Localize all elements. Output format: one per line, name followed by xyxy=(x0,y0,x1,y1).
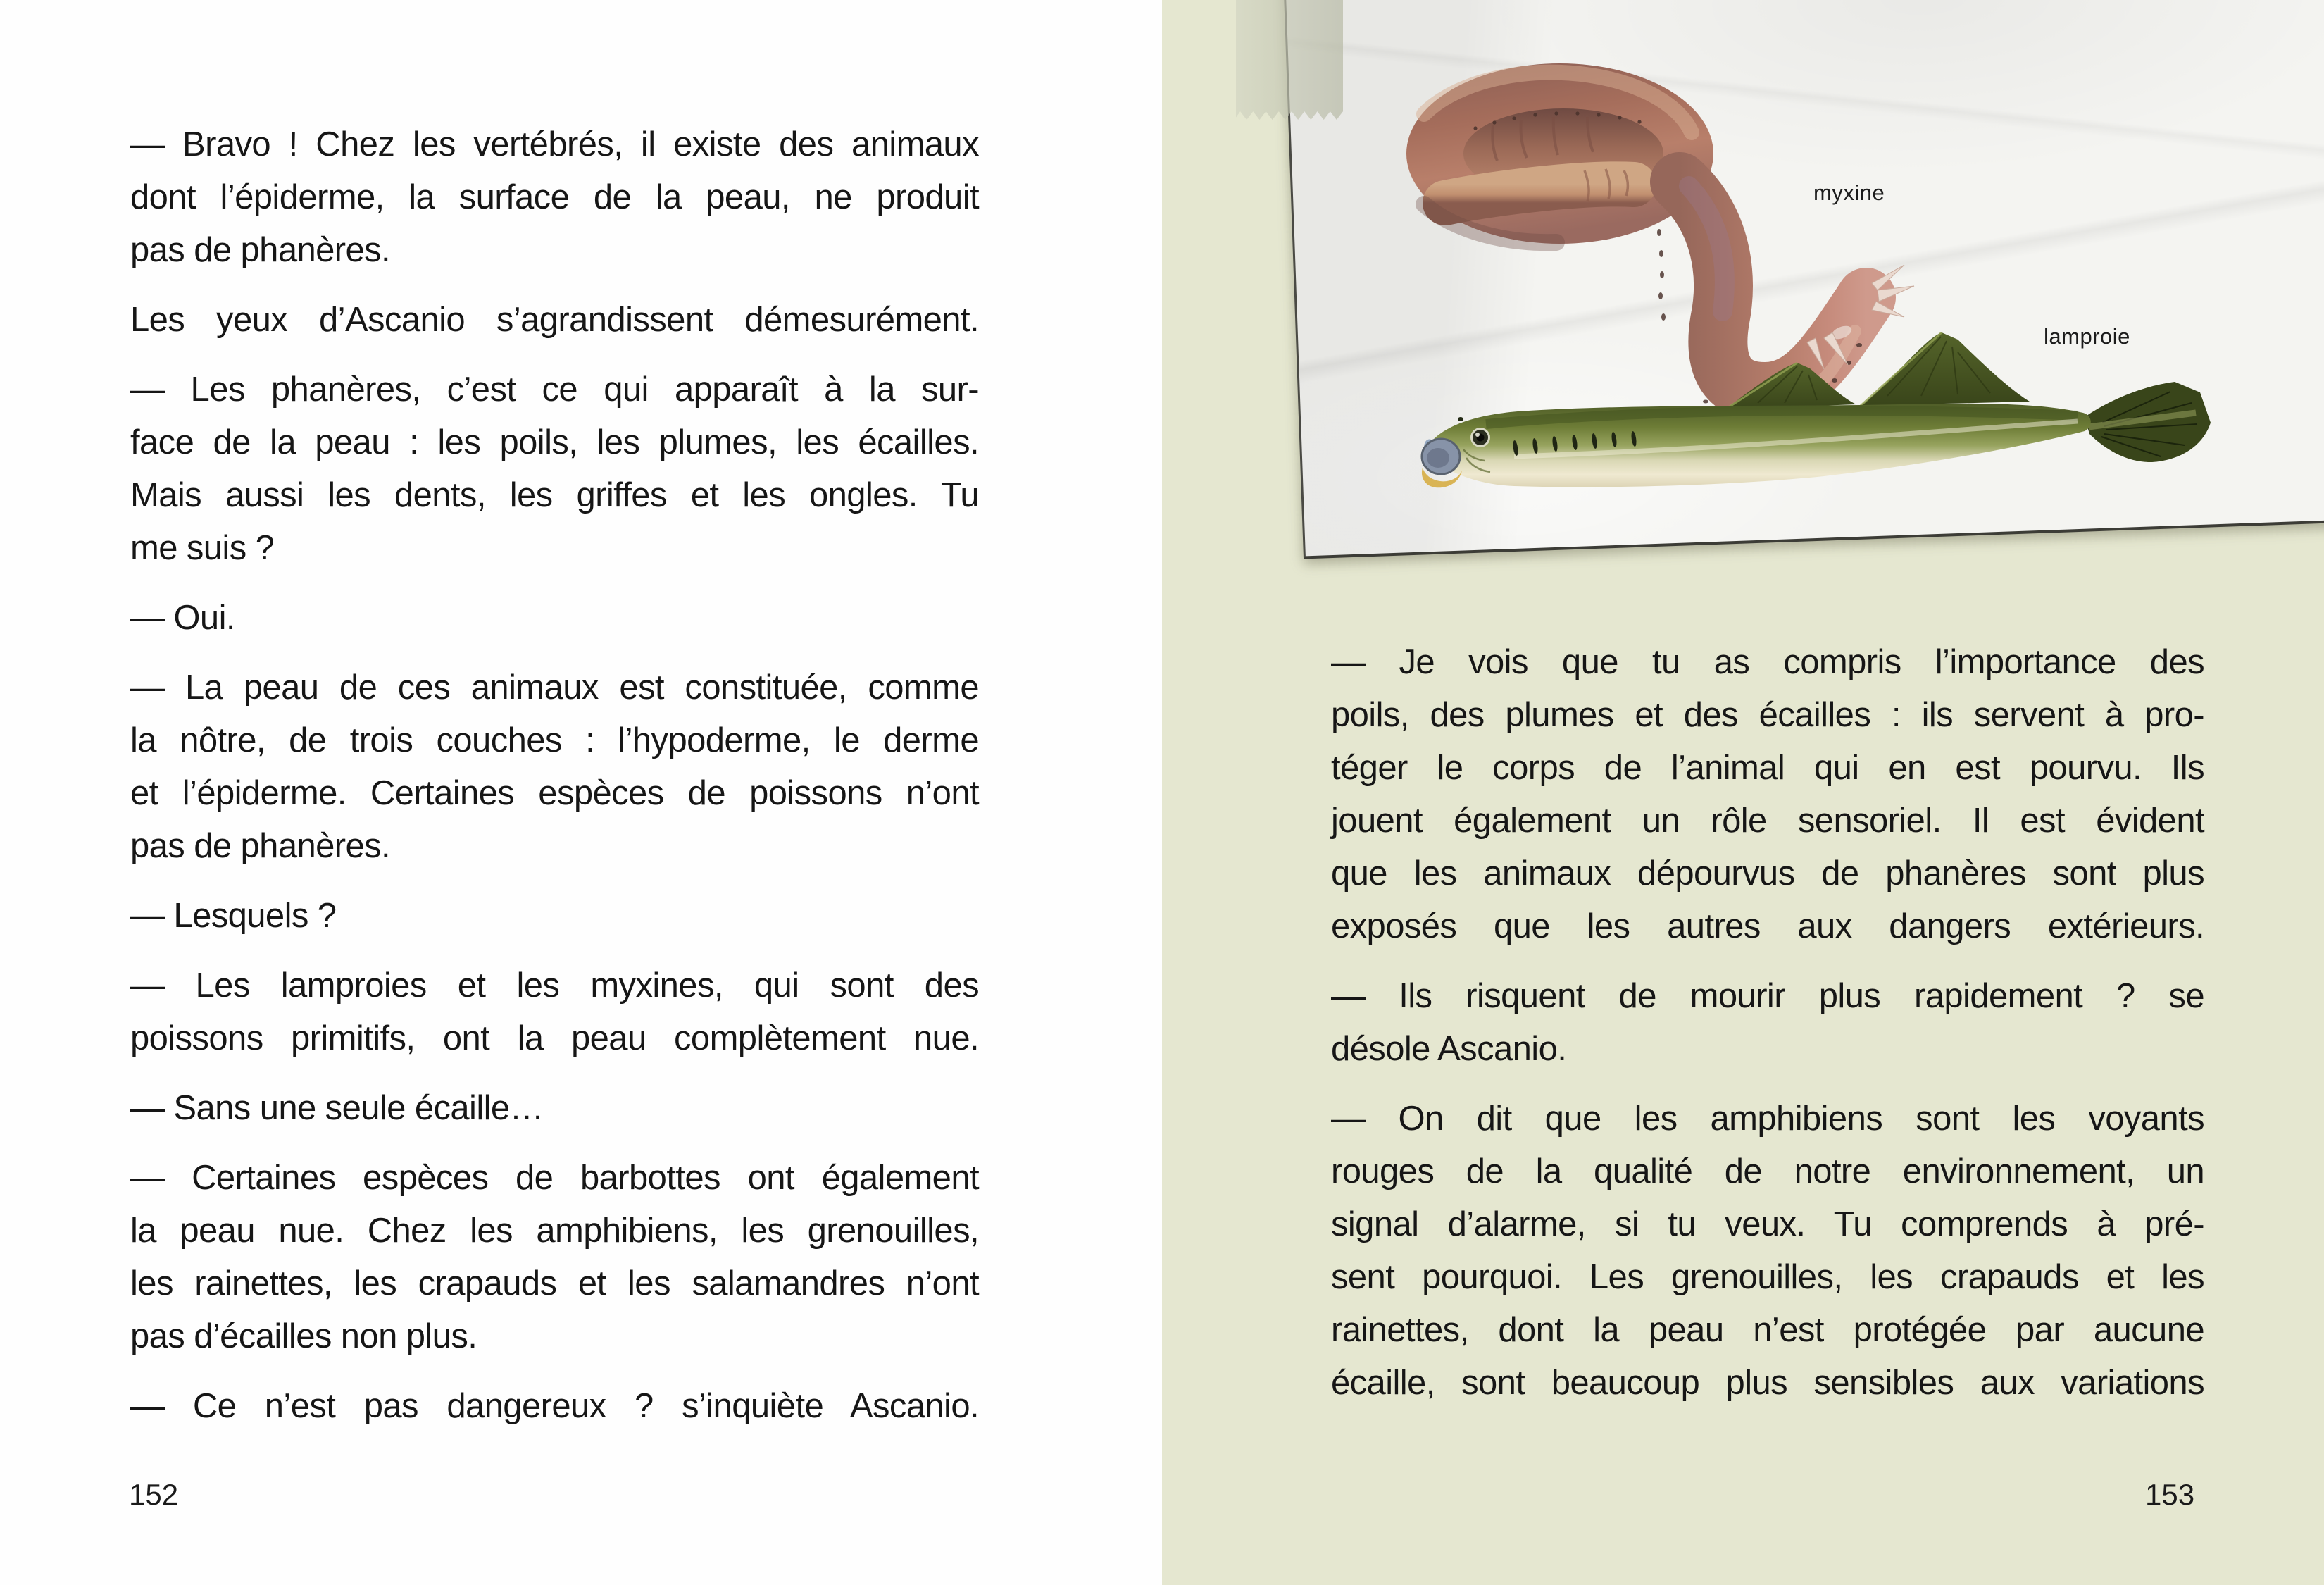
text-line: — La peau de ces animaux est constituée, comme xyxy=(130,669,979,707)
label-lamproie: lamproie xyxy=(2044,324,2130,349)
myxine-figure xyxy=(1406,63,1914,429)
text-line: la peau nue. Chez les amphibiens, les grenouilles, xyxy=(130,1212,979,1250)
paragraph xyxy=(130,592,979,645)
page-number-right: 153 xyxy=(2145,1478,2195,1511)
text-line: les rainettes, les crapauds et les salamandres n’ont xyxy=(130,1264,979,1303)
text-line: dont l’épiderme, la surface de la peau, ne produit xyxy=(130,178,979,216)
text-line: la nôtre, de trois couches : l’hypoderme, le derme xyxy=(130,721,979,759)
text-line: — Je vois que tu as compris l’importance des xyxy=(1331,643,2204,681)
text-line: écaille, sont beaucoup plus sensibles aux variations xyxy=(1331,1364,2204,1402)
text-line: — Les lamproies et les myxines, qui sont des xyxy=(130,966,979,1005)
lamprey-eye xyxy=(1470,428,1490,447)
paragraph xyxy=(130,1152,979,1363)
text-line: signal d’alarme, si tu veux. Tu comprends à pré- xyxy=(1331,1205,2204,1243)
text-line: — Bravo ! Chez les vertébrés, il existe des animaux xyxy=(130,125,979,163)
paragraph xyxy=(130,118,979,277)
text-line: pas de phanères. xyxy=(130,827,391,865)
page-right xyxy=(1162,0,2324,1585)
paragraph xyxy=(130,363,979,575)
text-line: jouent également un rôle sensoriel. Il est évident xyxy=(1331,802,2204,840)
text-line: rainettes, dont la peau n’est protégée par aucune xyxy=(1331,1311,2204,1349)
lamprey-sucker-mouth xyxy=(1421,437,1462,488)
text-line: — Lesquels ? xyxy=(130,897,337,935)
label-myxine: myxine xyxy=(1813,180,1885,205)
text-line: — On dit que les amphibiens sont les voyants xyxy=(1331,1100,2204,1138)
text-line: pas d’écailles non plus. xyxy=(130,1317,477,1355)
paragraph xyxy=(130,1082,979,1135)
text-line: — Ils risquent de mourir plus rapidement ? se xyxy=(1331,977,2204,1015)
right-page-text xyxy=(1331,636,2204,1426)
lamprey-nostril xyxy=(1458,417,1463,421)
paragraph xyxy=(1331,636,2204,953)
text-line: face de la peau : les poils, les plumes, les écailles. xyxy=(130,423,979,461)
text-line: sent pourquoi. Les grenouilles, les crapauds et les xyxy=(1331,1258,2204,1296)
paragraph xyxy=(130,661,979,873)
text-line: exposés que les autres aux dangers extérieurs. xyxy=(1331,907,2204,945)
text-line: poissons primitifs, ont la peau complètement nue. xyxy=(130,1019,979,1057)
tape-strip xyxy=(1236,0,1343,120)
text-line: — Sans une seule écaille… xyxy=(130,1089,544,1127)
paragraph xyxy=(130,1380,979,1433)
page-number-left: 152 xyxy=(129,1478,179,1511)
text-line: pas de phanères. xyxy=(130,231,391,269)
paragraph xyxy=(1331,1093,2204,1410)
paragraph xyxy=(130,890,979,943)
text-line: — Les phanères, c’est ce qui apparaît à la sur- xyxy=(130,371,979,409)
text-line: — Ce n’est pas dangereux ? s’inquiète Ascanio. xyxy=(130,1387,979,1425)
text-line: Les yeux d’Ascanio s’agrandissent démesurément. xyxy=(130,301,979,339)
text-line: poils, des plumes et des écailles : ils servent à pro- xyxy=(1331,696,2204,734)
left-page-text xyxy=(130,118,979,1450)
text-line: que les animaux dépourvus de phanères sont plus xyxy=(1331,854,2204,893)
paragraph xyxy=(130,959,979,1065)
paragraph xyxy=(1331,970,2204,1076)
text-line: me suis ? xyxy=(130,529,275,567)
text-line: Mais aussi les dents, les griffes et les ongles. Tu xyxy=(130,476,979,514)
text-line: téger le corps de l’animal qui en est pourvu. Ils xyxy=(1331,749,2204,787)
text-line: rouges de la qualité de notre environnement, un xyxy=(1331,1152,2204,1191)
text-line: — Certaines espèces de barbottes ont également xyxy=(130,1159,979,1197)
text-line: et l’épiderme. Certaines espèces de poissons n’ont xyxy=(130,774,979,812)
text-line: désole Ascanio. xyxy=(1331,1030,1567,1068)
text-line: — Oui. xyxy=(130,599,235,637)
myxine-tail xyxy=(1445,184,1634,203)
paragraph xyxy=(130,294,979,347)
